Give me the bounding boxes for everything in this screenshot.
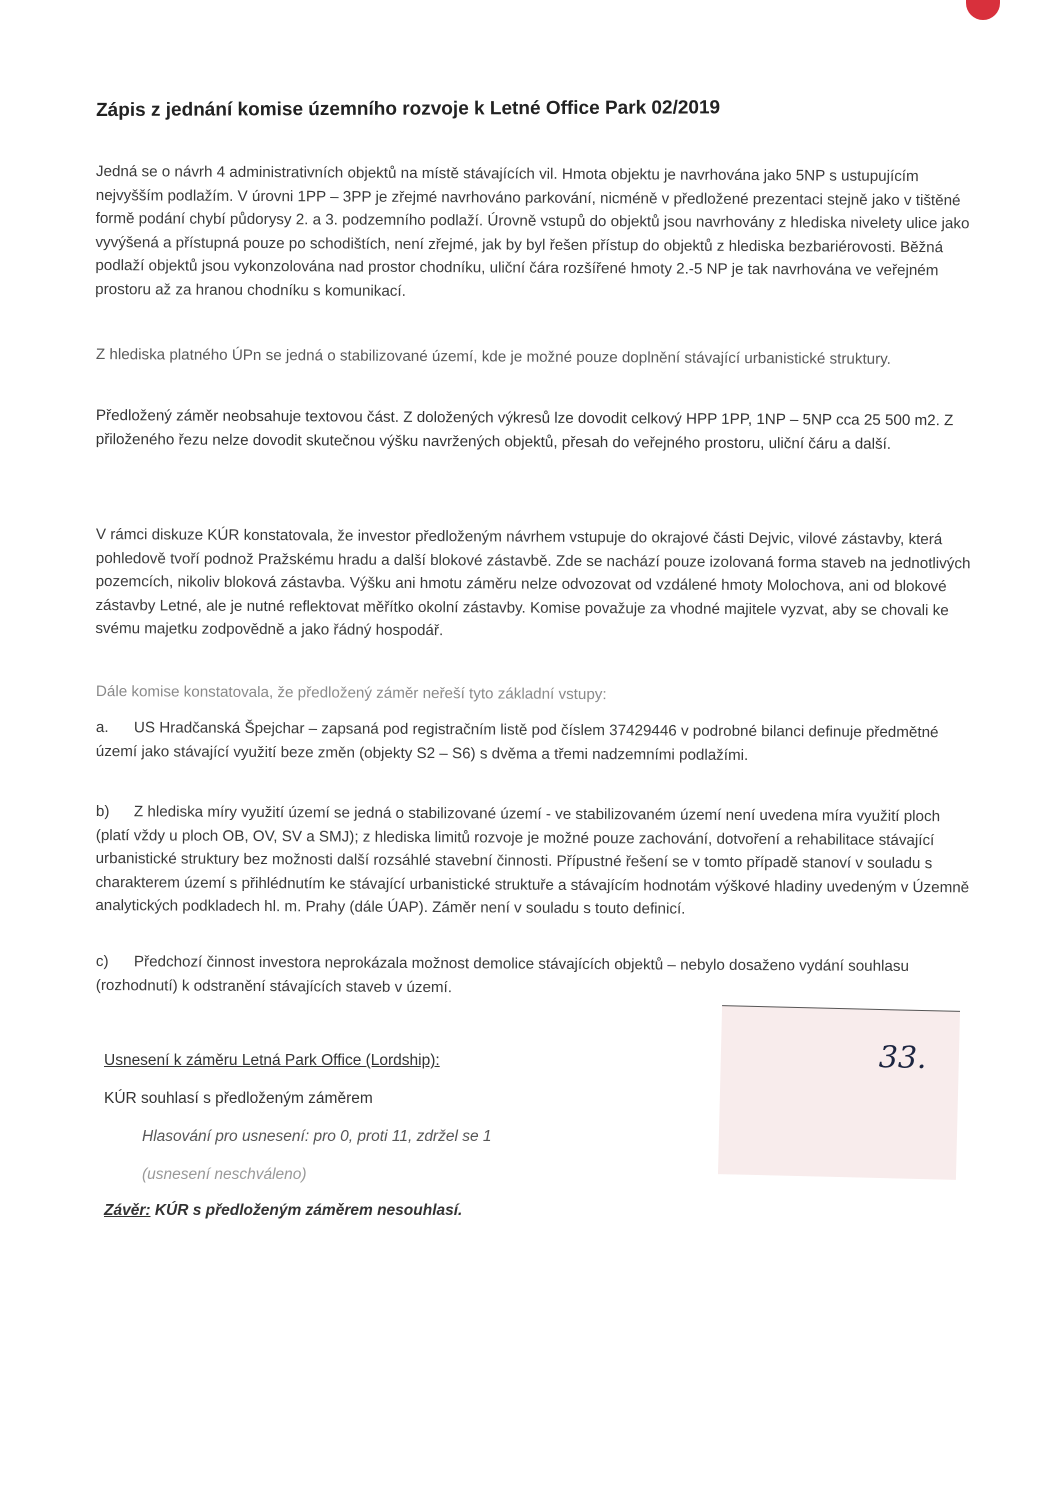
list-marker: a. (95, 718, 109, 737)
paragraph-missing-text: Předložený záměr neobsahuje textovou část. Z doložených výkresů lze dovodit celkový HPP 1PP, 1NP – 5NP cca 25 500 m2. Z přiloženého řezu nelze dovodit skutečnou výšku navržených objektů, přesah do veřejného prostoru, uliční čáru a další. (95, 406, 954, 453)
list-item-c (96, 950, 974, 1002)
resolution-text: KÚR souhlasí s předloženým záměrem (104, 1090, 373, 1107)
resolution-heading: Usnesení k záměru Letná Park Office (Lordship): (104, 1052, 440, 1069)
paragraph-proposal-description: Jedná se o návrh 4 administrativních objektů na místě stávajících vil. Hmota objektu je navrhována jako 5NP s ustupujícím nejvyšším podlažím. V úrovni 1PP – 3PP je zřejmé navrhováno parkování, nicméně v předložené prezentaci stejně jako v tištěné formě podání chybí půdorysy 2. a 3. podzemního podlaží. Úrovně vstupů do objektů jsou navrhovány z hlediska nivelety ulice jako vyvýšená a přístupná pouze po schodištích, není zřejmé, jak by byl řešen přístup do objektů z hlediska bezbariérovosti. Běžná podlaží objektů jsou vykonzolována nad prostor chodníku, uliční čára rozšířené hmoty 2.-5 NP je tak navrhována ve veřejném prostoru až za hranou chodníku s komunikací. (95, 162, 970, 300)
paragraph-discussion: V rámci diskuze KÚR konstatovala, že investor předloženým návrhem vstupuje do okrajové části Dejvic, vilové zástavby, která pohledově tvoří podnož Pražskému hradu a další blokové zástavbě. Zde se nachází pouze izolovaná forma staveb na jednotlivých pozemcích, nikoliv bloková zástavba. Výšku ani hmotu záměru nelze odvozovat od vzdálené hmoty Molochova, ani od blokové zástavby Letné, ale je nutné reflektovat měřítko okolní zástavby. Komise považuje za vhodné majitele vyzvat, aby se chovali ke svému majetku zodpovědně a jako řádný hospodář. (95, 525, 971, 640)
handwritten-number: 33. (878, 1039, 927, 1077)
document-title: Zápis z jednání komise územního rozvoje k Letné Office Park 02/2019 (96, 97, 721, 121)
conclusion-label: Závěr: (104, 1202, 151, 1219)
list-item-text: Předchozí činnost investora neprokázala možnost demolice stávajících objektů – nebylo dosaženo vydání souhlasu (rozhodnutí) k odstranění stávajících staveb v území. (95, 953, 909, 996)
resolution-status: (usnesení neschváleno) (142, 1166, 307, 1183)
list-item-a (96, 716, 974, 768)
conclusion (104, 1202, 462, 1220)
list-item-b (95, 800, 974, 923)
vote-result: Hlasování pro usnesení: pro 0, proti 11, zdržel se 1 (142, 1128, 492, 1145)
list-marker: b) (95, 802, 110, 821)
red-corner-mark (966, 0, 1000, 20)
conclusion-text: KÚR s předloženým záměrem nesouhlasí. (150, 1202, 463, 1219)
paragraph-zoning-plan: Z hlediska platného ÚPn se jedná o stabilizované území, kde je možné pouze doplnění stávající urbanistické struktury. (95, 345, 891, 368)
paragraph-findings-intro: Dále komise konstatovala, že předložený záměr neřeší tyto základní vstupy: (95, 682, 607, 704)
list-marker: c) (95, 952, 109, 971)
list-item-text: Z hlediska míry využití území se jedná o stabilizované území - ve stabilizovaném území není uvedena míra využití ploch (platí vždy u ploch OB, OV, SV a SMJ); z hlediska limitů rozvoje je možné pouze zachování, dotvoření a rehabilitace stávající urbanistické struktury bez možnosti další rozsáhlé stavební činnosti. Přípustné řešení se v tomto případě stanoví v souladu s charakterem území s přihlédnutím ke stávající urbanistické struktuře a stávajícím hodnotám výškové hladiny uvedeným v Územně analytických podkladech hl. m. Prahy (dále ÚAP). Záměr není v souladu s touto definicí. (95, 803, 970, 918)
sticky-note (718, 1005, 960, 1180)
list-item-text: US Hradčanská Špejchar – zapsaná pod registračním listě pod číslem 37429446 v podrobné bilanci definuje předmětné území jako stávající využití beze změn (objekty S2 – S6) s dvěma a třemi nadzemními podlažími. (95, 719, 939, 764)
